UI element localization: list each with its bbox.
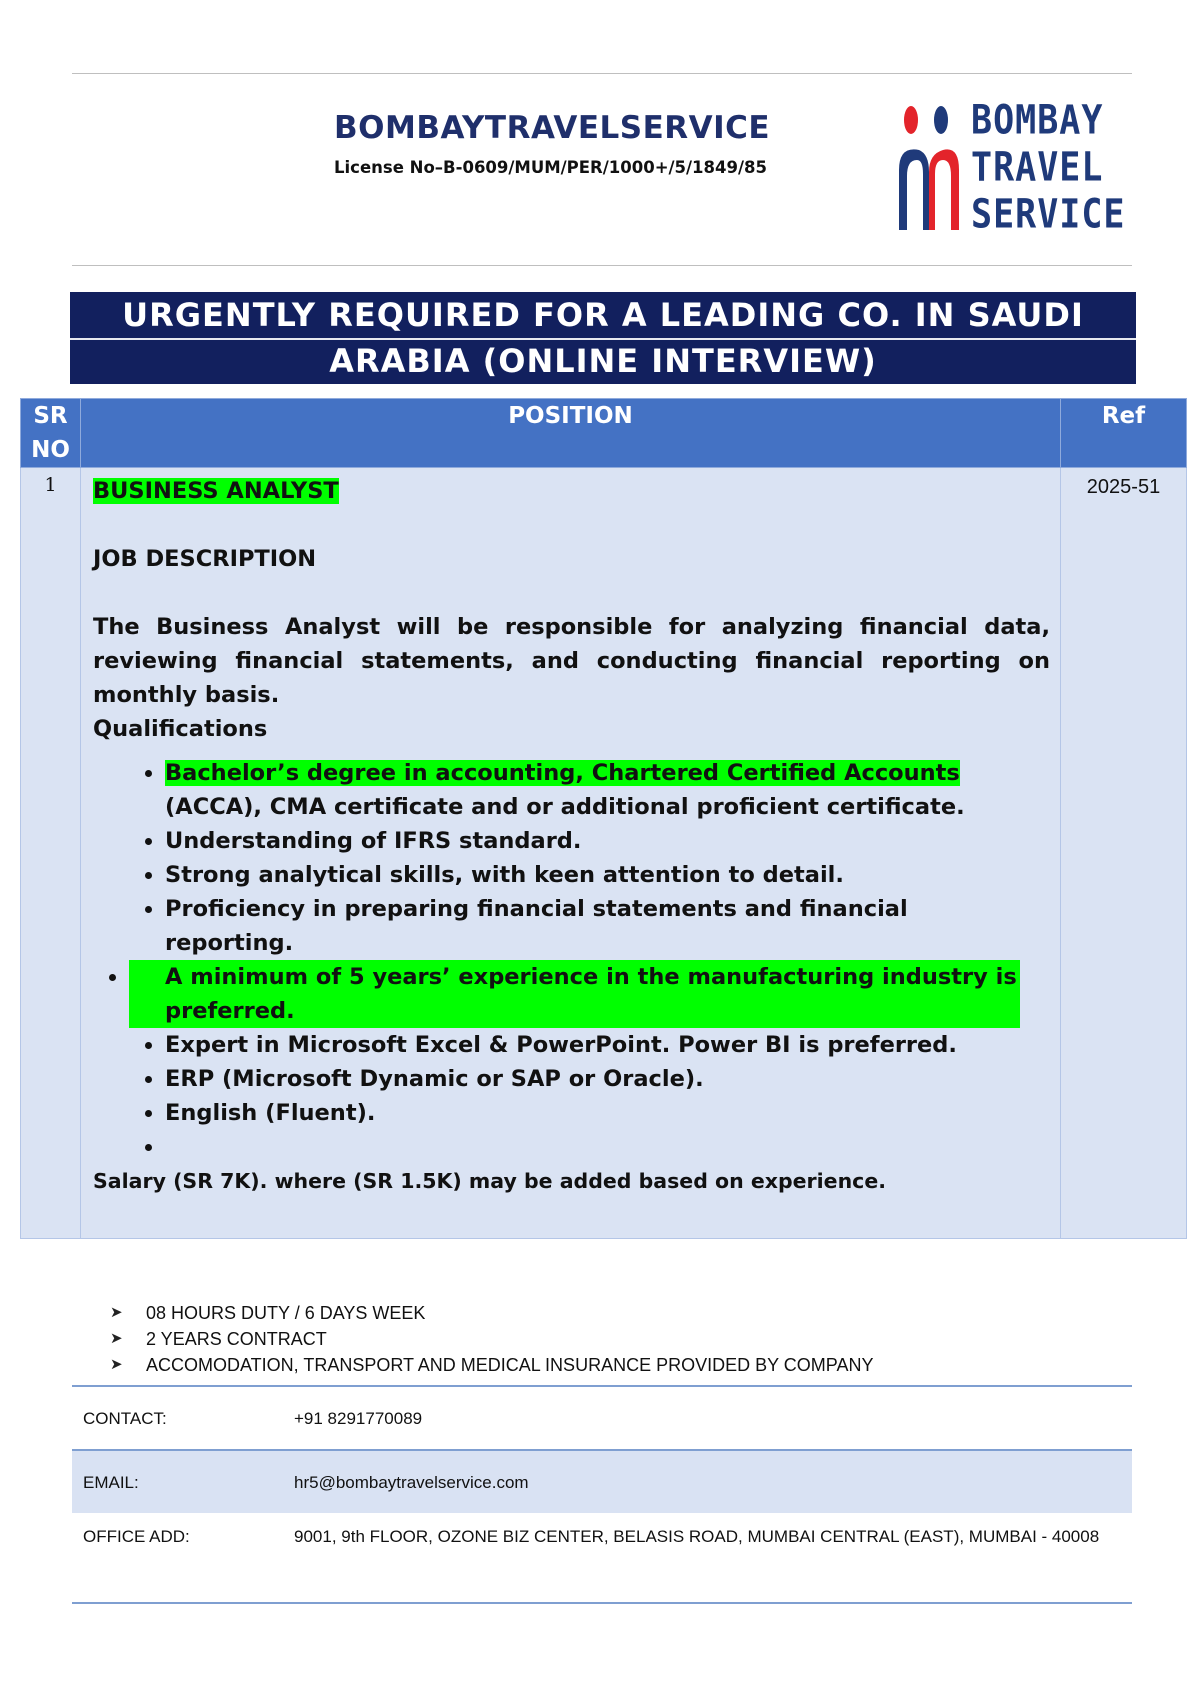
contact-section [72,1387,1132,1607]
banner-line-2: ARABIA (ONLINE INTERVIEW) [329,342,877,380]
header-position: POSITION [81,399,1061,468]
email-label: EMAIL: [83,1473,139,1492]
salary-text: Salary (SR 7K). where (SR 1.5K) may be added based on experience. [93,1169,887,1193]
job-title: BUSINESS ANALYST [93,478,339,504]
qualifications-heading: Qualifications [93,716,268,742]
header-divider [72,265,1132,266]
header-ref: Ref [1061,399,1187,468]
list-item: • Proficiency in preparing financial statements and financial reporting. [165,892,1050,960]
list-item [165,1130,1050,1164]
perks-list [110,1300,873,1378]
company-name: BOMBAYTRAVELSERVICE [334,110,771,146]
top-divider [72,73,1132,74]
contact-phone[interactable]: +91 8291770089 [294,1409,423,1428]
arrow-bullet-icon: ➤ [110,1304,123,1321]
list-item: • ERP (Microsoft Dynamic or SAP or Oracle). [165,1062,1050,1096]
header-sr-no [21,399,81,468]
arrow-bullet-icon: ➤ [110,1356,123,1373]
logo-text-line-1: BOMBAY [971,98,1104,144]
list-item [165,756,1050,824]
logo-text-line-2: TRAVEL [971,145,1104,191]
qualification-text: (ACCA), CMA certificate and or additional proficient certificate. [165,794,965,820]
job-description-text: The Business Analyst will be responsible for analyzing financial data, reviewing financial statements, and conducting financial reporting on monthly basis. [93,614,1050,708]
contact-row-email [72,1449,1132,1513]
office-label: OFFICE ADD: [83,1527,190,1546]
table-row [21,468,1187,1239]
job-table [20,398,1187,1239]
list-item: • English (Fluent). [165,1096,1050,1130]
list-item: • Understanding of IFRS standard. [165,824,1050,858]
urgent-banner [70,292,1136,384]
job-description-heading: JOB DESCRIPTION [93,546,317,572]
qualification-highlight: A minimum of 5 years’ experience in the manufacturing industry is preferred. [165,964,1017,1024]
perk-text: 2 YEARS CONTRACT [146,1329,327,1349]
logo-figure-icon [893,98,973,234]
table-header-row [21,399,1187,468]
list-item [110,1326,873,1352]
contact-bottom-divider [72,1602,1132,1604]
header-sr-line1: SR [33,403,68,429]
list-item: • Expert in Microsoft Excel & PowerPoint. Power BI is preferred. [165,1028,1050,1062]
arrow-bullet-icon: ➤ [110,1330,123,1347]
office-address: 9001, 9th FLOOR, OZONE BIZ CENTER, BELASIS ROAD, MUMBAI CENTRAL (EAST), MUMBAI - 40008 [294,1527,1100,1546]
perk-text: 08 HOURS DUTY / 6 DAYS WEEK [146,1303,426,1323]
logo-text-line-3: SERVICE [971,192,1126,238]
contact-label: CONTACT: [83,1409,167,1428]
qualification-highlight: Bachelor’s degree in accounting, Chartered Certified Accounts [165,760,960,786]
banner-line-1: URGENTLY REQUIRED FOR A LEADING CO. IN SAUDI [122,296,1084,334]
email-address[interactable]: hr5@bombaytravelservice.com [294,1473,529,1492]
banner-separator [70,338,1136,340]
license-number: License No–B-0609/MUM/PER/1000+/5/1849/85 [334,158,767,177]
reference-number: 2025-51 [1061,468,1187,1239]
position-details [81,468,1061,1239]
sr-number: 1 [21,468,81,1239]
list-item [110,1300,873,1326]
header-sr-line2: NO [31,437,70,463]
list-item [129,960,1020,1028]
perk-text: ACCOMODATION, TRANSPORT AND MEDICAL INSURANCE PROVIDED BY COMPANY [146,1355,874,1375]
company-logo [893,98,1126,238]
list-item [110,1352,873,1378]
qualifications-list [93,756,1050,1164]
list-item: • Strong analytical skills, with keen attention to detail. [165,858,1050,892]
